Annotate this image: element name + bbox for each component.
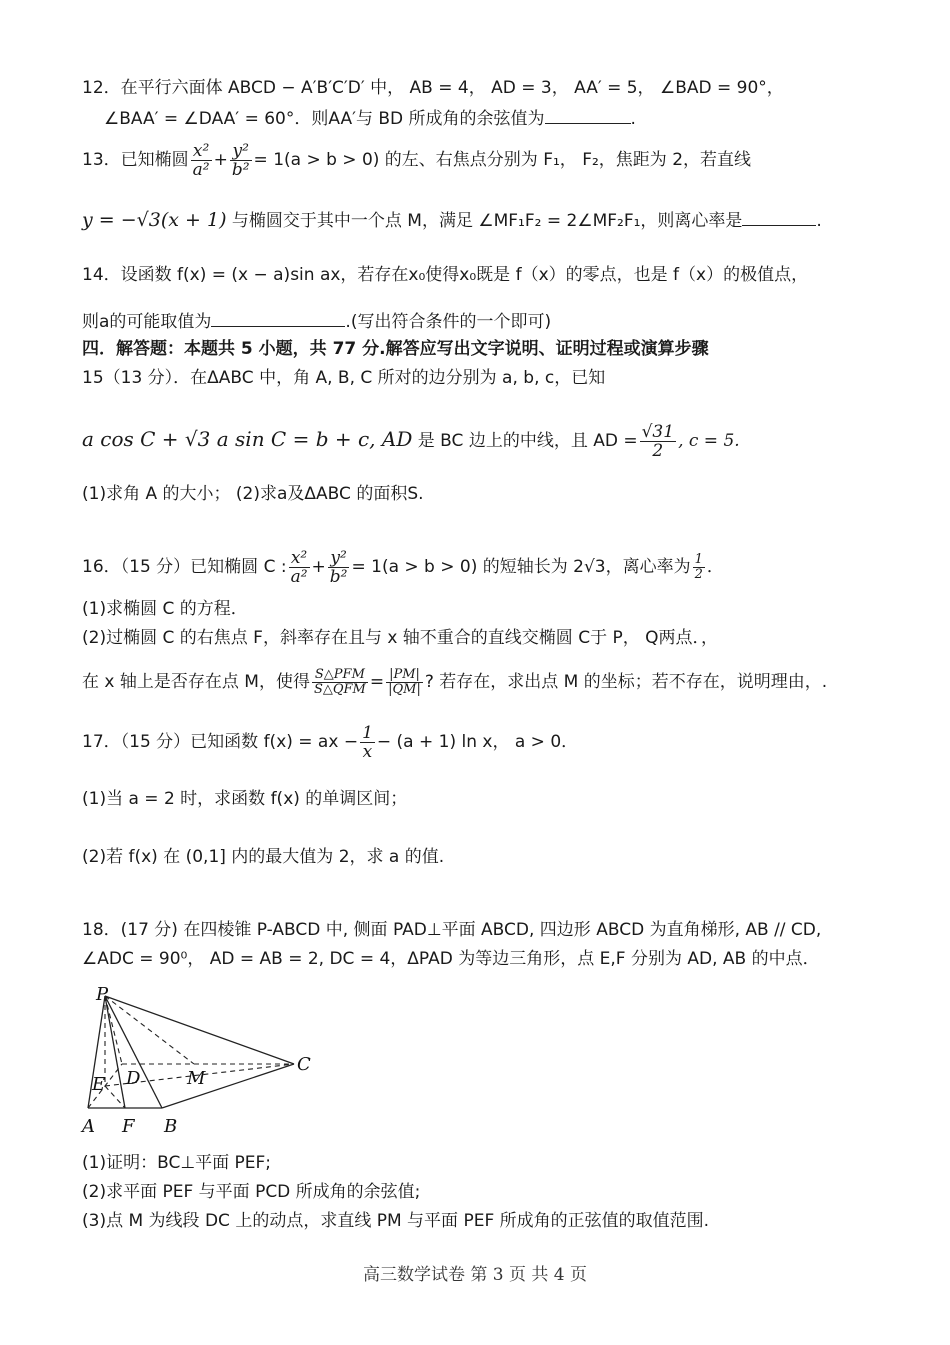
- pyramid-figure: [78, 982, 328, 1142]
- q16-part2: (2)过椭圆 C 的右焦点 F，斜率存在且与 x 轴不重合的直线交椭圆 C于 P， Q两点．，: [82, 628, 719, 648]
- q13-num-y: y²: [230, 142, 252, 161]
- q16-plus: +: [311, 557, 326, 577]
- q15-line2-text: 是 BC 边上的中线，且 AD =: [412, 431, 638, 451]
- q16-frac-dist: [386, 668, 423, 697]
- q14-line1: 14．设函数 f(x) = (x − a)sin ax，若存在x₀使得x₀既是 f（x）的零点，也是 f（x）的极值点，: [82, 265, 809, 285]
- q15-equation: a cos C + √3 a sin C = b + c, AD: [82, 427, 413, 451]
- q17-part2: (2)若 f(x) 在 (0,1] 内的最大值为 2，求 a 的值.: [82, 847, 445, 867]
- q13-frac-y: [230, 142, 252, 179]
- q12-line2: [104, 105, 636, 131]
- edge-PM: [105, 996, 194, 1064]
- q16-num-x: x²: [289, 549, 310, 568]
- q14-line2-text: 则a的可能取值为: [82, 312, 212, 332]
- label-A: A: [82, 1116, 95, 1137]
- q15-frac-den: 2: [652, 440, 664, 461]
- q16-half-num: 1: [694, 551, 703, 567]
- q14-answer-blank: [211, 308, 345, 327]
- q13-end: .: [816, 211, 822, 231]
- q16-qm: |QM|: [388, 681, 421, 697]
- q13-den-b: b²: [231, 159, 250, 180]
- q12-line1: 12．在平行六面体 ABCD − A′B′C′D′ 中， AB = 4， AD = 3， AA′ = 5， ∠BAD = 90°，: [82, 78, 784, 98]
- q13-lead: 13．已知椭圆: [82, 150, 189, 170]
- q15-parts: (1)求角 A 的大小； (2)求a及ΔABC 的面积S.: [82, 484, 424, 504]
- q16-frac-half: [693, 553, 705, 582]
- q12-answer-blank: [545, 105, 631, 124]
- q16-mid: = 1(a > b > 0) 的短轴长为 2√3，离心率为: [351, 557, 691, 577]
- q15-line2: [82, 414, 740, 466]
- label-M: M: [187, 1068, 206, 1089]
- q17-lead: 17．（15 分）已知函数 f(x) = ax −: [82, 732, 359, 752]
- q13-line2: [82, 207, 822, 233]
- q12-end: .: [630, 109, 636, 129]
- q16-frac-x: [289, 549, 310, 586]
- q16-den-a: a²: [290, 566, 308, 587]
- q14-line2: [82, 308, 551, 334]
- q16-pm: |PM|: [386, 668, 423, 683]
- q13-cond: = 1(a > b > 0) 的左、右焦点分别为 F₁， F₂，焦距为 2，若直线: [253, 150, 752, 170]
- q13-plus: +: [213, 150, 228, 170]
- q16-eq: =: [369, 672, 385, 692]
- q12-line2-text: ∠BAA′ = ∠DAA′ = 60°．则AA′与 BD 所成角的余弦值为: [104, 109, 545, 129]
- q17-frac-num: 1: [362, 722, 373, 743]
- q13-line2-text: 与椭圆交于其中一个点 M，满足 ∠MF₁F₂ = 2∠MF₂F₁，则离心率是: [226, 211, 743, 231]
- q13-frac-x: [191, 142, 212, 179]
- label-E: E: [92, 1074, 106, 1095]
- q18-part3: (3)点 M 为线段 DC 上的动点，求直线 PM 与平面 PEF 所成角的正弦值的取值范围.: [82, 1211, 710, 1231]
- q13-num-x: x²: [191, 142, 212, 161]
- q18-line1: 18．(17 分) 在四棱锥 P-ABCD 中, 侧面 PAD⊥平面 ABCD, 四边形 ABCD 为直角梯形, AB // CD,: [82, 920, 822, 940]
- label-P: P: [96, 984, 109, 1005]
- q16-lead: 16．（15 分）已知椭圆 C :: [82, 557, 287, 577]
- section4-title: 四．解答题：本题共 5 小题，共 77 分.解答应写出文字说明、证明过程或演算步骤: [82, 339, 709, 359]
- q16-num-y: y²: [328, 549, 350, 568]
- q15-frac-num: √31: [641, 421, 675, 442]
- q17-part1: (1)当 a = 2 时，求函数 f(x) 的单调区间；: [82, 789, 408, 809]
- q13-den-a: a²: [192, 159, 210, 180]
- q16-area-num: S△PFM: [312, 668, 368, 683]
- q16-half-den: 2: [694, 566, 703, 582]
- q17-line1: [82, 720, 578, 764]
- edge-PF: [105, 996, 125, 1108]
- edge-PD: [105, 996, 122, 1064]
- q16-frac-y: [328, 549, 350, 586]
- q16-part2b-end: ? 若存在，求出点 M 的坐标；若不存在，说明理由，.: [424, 672, 828, 692]
- q13-line1: [82, 138, 751, 182]
- q16-part1: (1)求椭圆 C 的方程．: [82, 599, 248, 619]
- q17-tail: − (a + 1) ln x， a > 0．: [376, 732, 579, 752]
- q18-line2: ∠ADC = 90⁰， AD = AB = 2, DC = 4，ΔPAD 为等边三角形，点 E,F 分别为 AD, AB 的中点．: [82, 949, 820, 969]
- page-footer: 高三数学试卷 第 3 页 共 4 页: [362, 1265, 588, 1285]
- label-B: B: [164, 1116, 178, 1137]
- label-F: F: [122, 1116, 135, 1137]
- q16-line1: [82, 545, 724, 589]
- q15-frac-ad: [640, 423, 676, 460]
- q13-line-equation: y = −√3(x + 1): [82, 209, 227, 231]
- q17-frac: [360, 724, 375, 761]
- q16-frac-area: [312, 668, 368, 697]
- q16-end: ．: [706, 557, 724, 577]
- q17-frac-den: x: [362, 741, 373, 762]
- q13-answer-blank: [742, 207, 816, 226]
- edge-BC: [162, 1064, 294, 1108]
- q18-part2: (2)求平面 PEF 与平面 PCD 所成角的余弦值;: [82, 1182, 421, 1202]
- label-C: C: [297, 1054, 311, 1075]
- q15-line1: 15（13 分）．在ΔABC 中，角 A, B, C 所对的边分别为 a, b, c，已知: [82, 368, 606, 388]
- q16-den-b: b²: [329, 566, 348, 587]
- edge-PC: [105, 996, 294, 1064]
- label-D: D: [126, 1068, 141, 1089]
- q16-area-den: S△QFM: [313, 681, 366, 697]
- q15-line2-end: , c = 5.: [678, 431, 740, 451]
- q16-part2b-lead: 在 x 轴上是否存在点 M，使得: [82, 672, 310, 692]
- q18-part1: (1)证明：BC⊥平面 PEF;: [82, 1153, 272, 1173]
- q16-part2b: [82, 660, 827, 704]
- q14-line2-end: .(写出符合条件的一个即可): [345, 312, 552, 332]
